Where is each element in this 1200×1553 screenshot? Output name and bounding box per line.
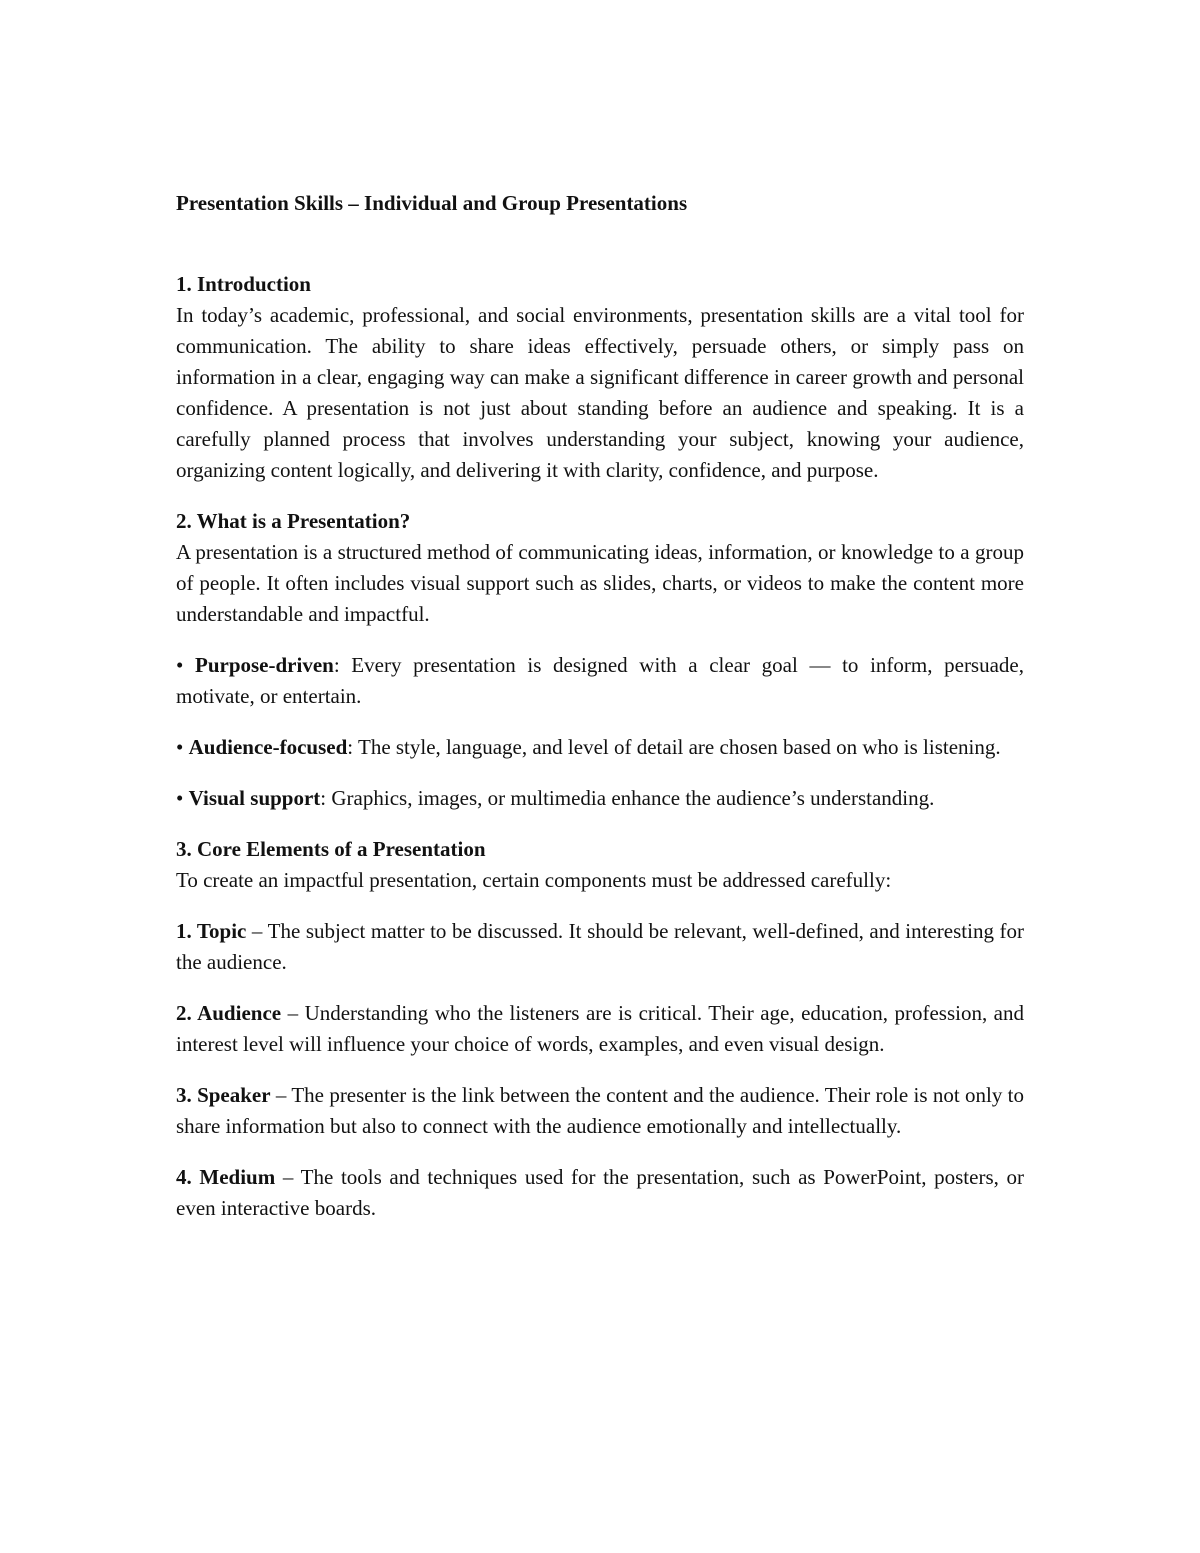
document-title: Presentation Skills – Individual and Group Presentations [176, 191, 688, 215]
section-paragraph: In today’s academic, professional, and social environments, presentation skills are a vital tool for communication. The ability to share ideas effectively, persuade others, or simply pass on information in a clear, engaging way can make a significant difference in career growth and personal confidence. A presentation is not just about standing before an audience and speaking. It is a carefully planned process that involves understanding your subject, knowing your audience, organizing content logically, and delivering it with clarity, confidence, and purpose. [176, 303, 1024, 482]
bullet-item [176, 783, 1024, 814]
item-term: 1. Topic [176, 919, 247, 943]
item-text: – Understanding who the listeners are is critical. Their age, education, profession, and interest level will influence your choice of words, examples, and even visual design. [176, 1001, 1025, 1056]
bullet-text: : Graphics, images, or multimedia enhance the audience’s understanding. [320, 786, 935, 810]
section-what-is-presentation [176, 506, 1024, 630]
numbered-item [176, 998, 1024, 1060]
section-introduction [176, 269, 1024, 486]
item-term: 2. Audience [176, 1001, 282, 1025]
item-term: 4. Medium [176, 1165, 276, 1189]
section-heading: 2. What is a Presentation? [176, 509, 411, 533]
bullet-text: : Every presentation is designed with a clear goal — to inform, persuade, motivate, or entertain. [176, 653, 1024, 708]
bullet-marker: • [176, 786, 184, 810]
document-page [176, 188, 1024, 1224]
bullet-marker: • [176, 653, 184, 677]
item-term: 3. Speaker [176, 1083, 271, 1107]
section-paragraph: A presentation is a structured method of communicating ideas, information, or knowledge to a group of people. It often includes visual support such as slides, charts, or videos to make the content more understandable and impactful. [176, 540, 1024, 626]
bullet-item [176, 732, 1024, 763]
section-heading: 3. Core Elements of a Presentation [176, 837, 486, 861]
item-text: – The presenter is the link between the content and the audience. Their role is not only to share information but also to connect with the audience emotionally and intellectually. [176, 1083, 1024, 1138]
numbered-item [176, 916, 1024, 978]
section-paragraph: To create an impactful presentation, certain components must be addressed carefully: [176, 868, 892, 892]
item-text: – The tools and techniques used for the presentation, such as PowerPoint, posters, or even interactive boards. [176, 1165, 1025, 1220]
bullet-text: : The style, language, and level of detail are chosen based on who is listening. [347, 735, 1001, 759]
section-core-elements [176, 834, 1024, 896]
bullet-term: Audience-focused [188, 735, 348, 759]
section-heading: 1. Introduction [176, 272, 311, 296]
numbered-item [176, 1162, 1024, 1224]
bullet-term: Purpose-driven [195, 653, 334, 677]
bullet-term: Visual support [188, 786, 321, 810]
numbered-item [176, 1080, 1024, 1142]
item-text: – The subject matter to be discussed. It should be relevant, well-defined, and interesting for the audience. [176, 919, 1024, 974]
bullet-item [176, 650, 1024, 712]
bullet-marker: • [176, 735, 184, 759]
